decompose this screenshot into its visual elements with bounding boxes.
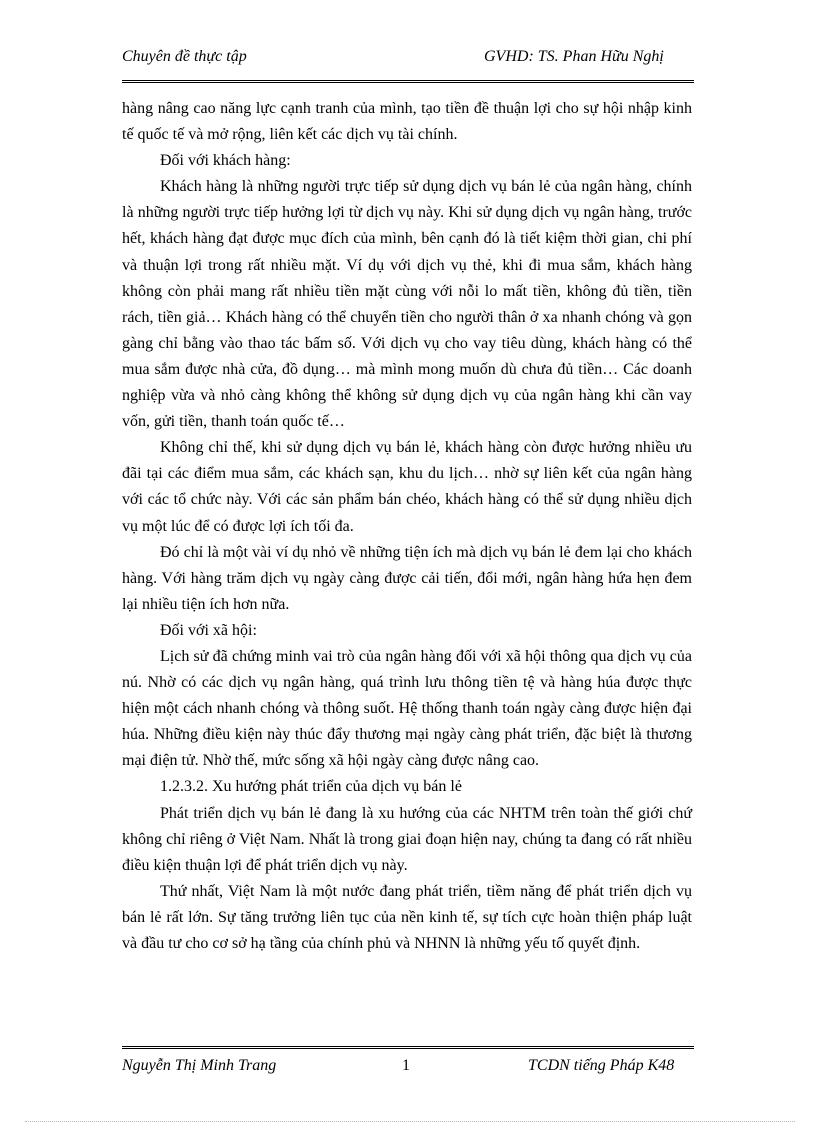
header-topic: Chuyên đề thực tập	[122, 48, 247, 65]
document-body	[122, 96, 692, 957]
heading-customers: Đối với khách hàng:	[160, 152, 291, 170]
footer-class: TCDN tiếng Pháp K48	[528, 1057, 675, 1074]
section-heading-trend: 1.2.3.2. Xu hướng phát triển của dịch vụ bán lẻ	[160, 778, 462, 796]
paragraph-customers: Khách hàng là những người trực tiếp sử dụng dịch vụ bán lẻ của ngân hàng, chính là những người trực tiếp hưởng lợi từ dịch vụ này. Khi sử dụng dịch vụ ngân hàng, trước hết, khách hàng đạt được mục đích của mình, bên cạnh đó là tiết kiệm thời gian, chi phí và thuận lợi trong rất nhiều mặt. Ví dụ với dịch vụ thẻ, khi đi mua sắm, khách hàng không còn phải mang rất nhiều tiền mặt cùng với nỗi lo mất tiền, không đủ tiền, tiền rách, tiền giả… Khách hàng có thể chuyển tiền cho người thân ở xa nhanh chóng và gọn gàng chỉ bằng vào thao tác bấm số. Với dịch vụ cho vay tiêu dùng, khách hàng có thể mua sắm được nhà cửa, đồ dụng… mà mình mong muốn dù chưa đủ tiền… Các doanh nghiệp vừa và nhỏ càng không thể không sử dụng dịch vụ của ngân hàng khi cần vay vốn, gửi tiền, thanh toán quốc tế…	[122, 178, 692, 431]
page-header	[122, 46, 694, 83]
page-number: 1	[402, 1057, 410, 1074]
paragraph-benefits: Không chỉ thế, khi sử dụng dịch vụ bán lẻ, khách hàng còn được hưởng nhiều ưu đãi tại các điểm mua sắm, các khách sạn, khu du lịch… nhờ sự liên kết của ngân hàng với các tổ chức này. Với các sản phẩm bán chéo, khách hàng có thể sử dụng nhiều dịch vụ một lúc để có được lợi ích tối đa.	[122, 439, 692, 535]
paragraph-examples: Đó chỉ là một vài ví dụ nhỏ về những tiện ích mà dịch vụ bán lẻ đem lại cho khách hàng. Với hàng trăm dịch vụ ngày càng được cải tiến, đổi mới, ngân hàng hứa hẹn đem lại nhiều tiện ích hơn nữa.	[122, 543, 692, 613]
paragraph-continuation: hàng nâng cao năng lực cạnh tranh của mình, tạo tiền đề thuận lợi cho sự hội nhập kinh tế quốc tế và mở rộng, liên kết các dịch vụ tài chính.	[122, 100, 692, 144]
paragraph-trend: Phát triển dịch vụ bán lẻ đang là xu hướng của các NHTM trên toàn thế giới chứ không chỉ riêng ở Việt Nam. Nhất là trong giai đoạn hiện nay, chúng ta đang có rất nhiều điều kiện thuận lợi để phát triển dịch vụ này.	[122, 804, 692, 874]
footer-author: Nguyễn Thị Minh Trang	[122, 1057, 277, 1074]
paragraph-society: Lịch sử đã chứng minh vai trò của ngân hàng đối với xã hội thông qua dịch vụ của nú. Nhờ có các dịch vụ ngân hàng, quá trình lưu thông tiền tệ và hàng húa được thực hiện một cách nhanh chóng và thông suốt. Hệ thống thanh toán ngày càng được hiện đại húa. Những điều kiện này thúc đẩy thương mại ngày càng phát triển, đặc biệt là thương mại điện tử. Nhờ thế, mức sống xã hội ngày càng được nâng cao.	[122, 647, 692, 770]
page-bottom-divider	[25, 1121, 795, 1122]
heading-society: Đối với xã hội:	[160, 621, 257, 639]
paragraph-first-reason: Thứ nhất, Việt Nam là một nước đang phát triển, tiềm năng để phát triển dịch vụ bán lẻ rất lớn. Sự tăng trưởng liên tục của nền kinh tế, sự tích cực hoàn thiện pháp luật và đầu tư cho cơ sở hạ tầng của chính phủ và NHNN là những yếu tố quyết định.	[122, 882, 692, 952]
page-footer	[122, 1046, 694, 1085]
header-supervisor: GVHD: TS. Phan Hữu Nghị	[484, 48, 664, 65]
